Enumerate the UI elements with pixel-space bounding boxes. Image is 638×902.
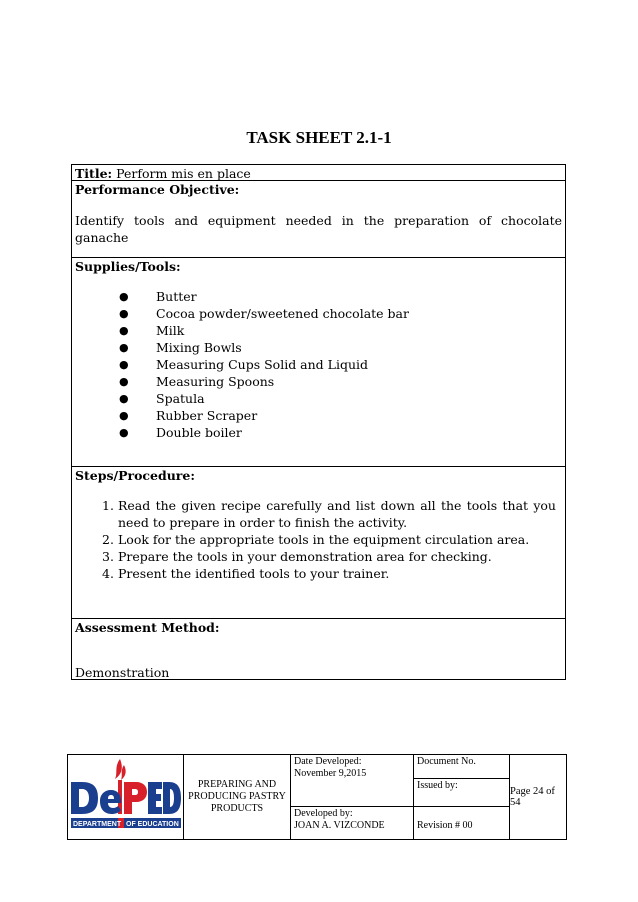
course-name: PREPARING AND PRODUCING PASTRY PRODUCTS xyxy=(188,779,286,814)
supply-item-label: Butter xyxy=(156,289,197,304)
footer-docs-cell xyxy=(413,755,510,839)
task-sheet-heading: TASK SHEET 2.1-1 xyxy=(246,128,392,147)
supplies-section xyxy=(72,257,565,466)
supplies-list xyxy=(75,288,562,441)
assessment-value: Demonstration xyxy=(75,665,170,680)
deped-logo-graphic xyxy=(68,755,183,839)
bullet-icon: ● xyxy=(119,426,129,439)
objective-text: Identify tools and equipment needed in the preparation of chocolate ganache xyxy=(75,213,562,245)
step-item xyxy=(75,531,562,548)
deped-logo xyxy=(68,755,183,839)
steps-list xyxy=(75,497,562,582)
step-number: 2. xyxy=(102,532,114,547)
bullet-icon: ● xyxy=(119,290,129,303)
title-section xyxy=(72,165,565,180)
objective-label: Performance Objective: xyxy=(75,182,240,197)
supply-item-label: Spatula xyxy=(156,391,205,406)
step-number: 1. xyxy=(102,498,114,513)
title-value: Perform mis en place xyxy=(116,166,251,181)
footer-row-divider xyxy=(414,778,510,779)
step-text: Present the identified tools to your trainer. xyxy=(118,566,390,581)
step-item xyxy=(75,548,562,565)
document-no-label: Document No. xyxy=(417,756,476,767)
bullet-icon: ● xyxy=(119,392,129,405)
supply-item xyxy=(75,407,562,424)
document-footer xyxy=(67,754,567,840)
assessment-section xyxy=(72,618,565,679)
step-text: Read the given recipe carefully and list down all the tools that you need to prepare in order to finish the activity. xyxy=(118,498,556,530)
supply-item xyxy=(75,373,562,390)
step-item xyxy=(75,565,562,582)
step-text: Prepare the tools in your demonstration area for checking. xyxy=(118,549,492,564)
developed-by-label: Developed by: xyxy=(294,808,353,819)
title-label: Title: xyxy=(75,166,113,181)
page-number: Page 24 of 54 xyxy=(509,755,567,839)
revision-number: Revision # 00 xyxy=(417,820,473,831)
step-text: Look for the appropriate tools in the equipment circulation area. xyxy=(118,532,530,547)
supply-item xyxy=(75,322,562,339)
date-developed-label: Date Developed: xyxy=(294,756,362,767)
date-developed-value: November 9,2015 xyxy=(294,768,367,779)
step-number: 4. xyxy=(102,566,114,581)
bullet-icon: ● xyxy=(119,341,129,354)
footer-row-divider xyxy=(414,806,510,807)
supply-item-label: Rubber Scraper xyxy=(156,408,258,423)
logo-department-text: DEPARTMENT xyxy=(73,821,122,828)
supply-item xyxy=(75,356,562,373)
supply-item-label: Measuring Cups Solid and Liquid xyxy=(156,357,369,372)
supply-item xyxy=(75,305,562,322)
bullet-icon: ● xyxy=(119,358,129,371)
supply-item-label: Measuring Spoons xyxy=(156,374,275,389)
developed-by-value: JOAN A. VIZCONDE xyxy=(294,820,385,831)
supply-item-label: Mixing Bowls xyxy=(156,340,242,355)
supply-item xyxy=(75,288,562,305)
supply-item xyxy=(75,424,562,441)
step-item xyxy=(75,497,562,531)
supply-item-label: Milk xyxy=(156,323,185,338)
supply-item-label: Cocoa powder/sweetened chocolate bar xyxy=(156,306,409,321)
assessment-label: Assessment Method: xyxy=(75,620,220,635)
bullet-icon: ● xyxy=(119,375,129,388)
task-sheet-table xyxy=(71,164,566,680)
issued-by-label: Issued by: xyxy=(417,780,458,791)
steps-section xyxy=(72,466,565,618)
footer-row-divider xyxy=(291,806,414,807)
step-number: 3. xyxy=(102,549,114,564)
bullet-icon: ● xyxy=(119,307,129,320)
bullet-icon: ● xyxy=(119,409,129,422)
supply-item xyxy=(75,339,562,356)
supplies-label: Supplies/Tools: xyxy=(75,259,181,274)
supply-item-label: Double boiler xyxy=(156,425,242,440)
steps-label: Steps/Procedure: xyxy=(75,468,195,483)
bullet-icon: ● xyxy=(119,324,129,337)
objective-section xyxy=(72,180,565,257)
logo-education-text: OF EDUCATION xyxy=(126,821,179,828)
footer-dates-cell xyxy=(290,755,414,839)
supply-item xyxy=(75,390,562,407)
